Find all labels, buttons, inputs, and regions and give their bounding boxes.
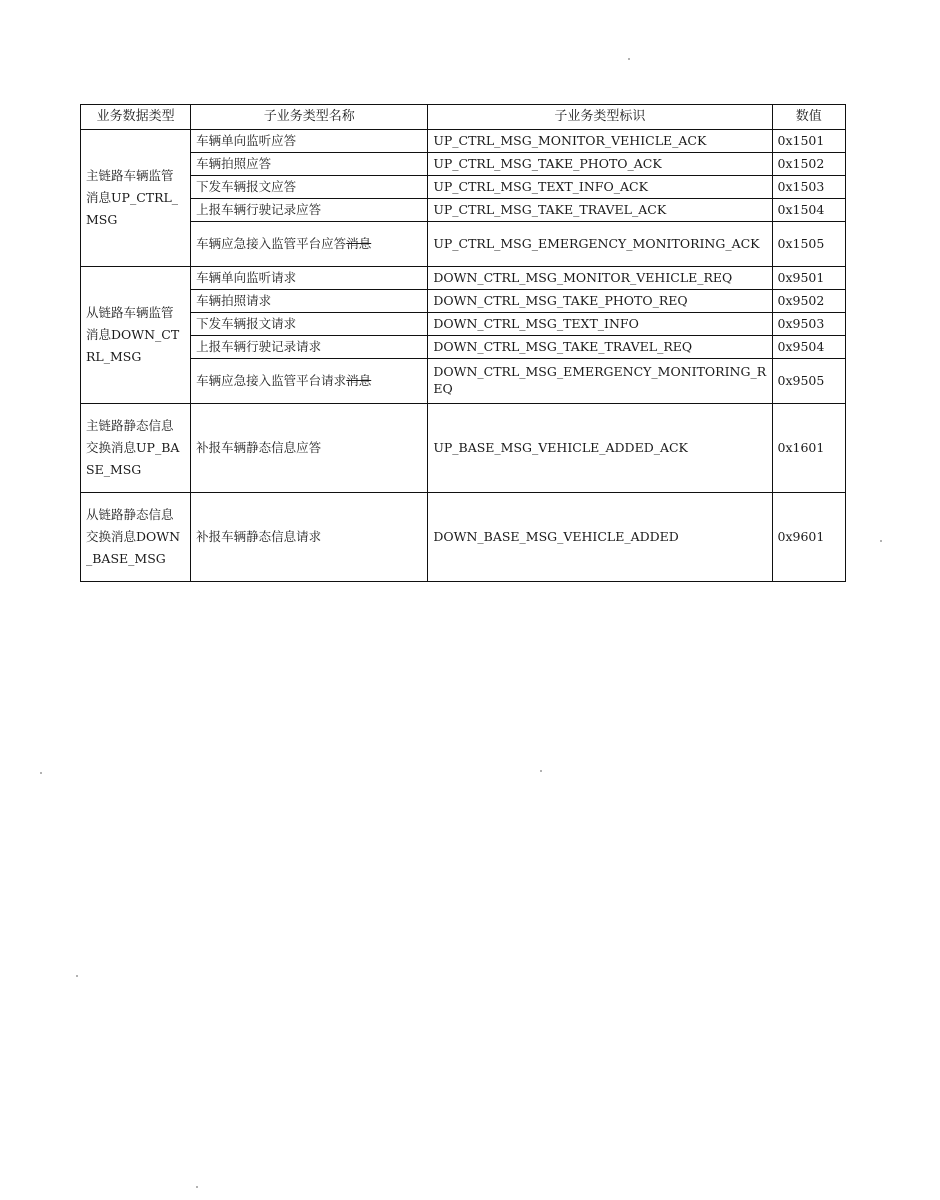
sub-type-id: DOWN_CTRL_MSG_MONITOR_VEHICLE_REQ bbox=[428, 267, 772, 290]
scan-speck bbox=[628, 58, 630, 60]
table-row bbox=[81, 290, 846, 313]
sub-type-id: DOWN_CTRL_MSG_TAKE_PHOTO_REQ bbox=[428, 290, 772, 313]
table-row bbox=[81, 153, 846, 176]
sub-type-value: 0x1502 bbox=[772, 153, 845, 176]
struck-text: 消息 bbox=[346, 235, 372, 251]
group-type-down-base: 从链路静态信息交换消息DOWN_BASE_MSG bbox=[81, 493, 191, 582]
sub-type-name: 车辆应急接入监管平台应答 bbox=[196, 235, 347, 251]
table-row bbox=[81, 336, 846, 359]
sub-type-id: DOWN_CTRL_MSG_TEXT_INFO bbox=[428, 313, 772, 336]
sub-type-name: 上报车辆行驶记录请求 bbox=[191, 336, 428, 359]
scan-speck bbox=[880, 540, 882, 542]
sub-type-name-cell bbox=[191, 222, 428, 267]
sub-type-value: 0x9505 bbox=[772, 359, 845, 404]
sub-type-name: 车辆单向监听应答 bbox=[191, 130, 428, 153]
header-name: 子业务类型名称 bbox=[191, 105, 428, 130]
table-row bbox=[81, 267, 846, 290]
table-row bbox=[81, 404, 846, 493]
header-type: 业务数据类型 bbox=[81, 105, 191, 130]
table-row bbox=[81, 176, 846, 199]
table-row bbox=[81, 199, 846, 222]
sub-type-name: 上报车辆行驶记录应答 bbox=[191, 199, 428, 222]
message-type-table bbox=[80, 104, 846, 582]
struck-text: 消息 bbox=[346, 372, 372, 388]
sub-type-id: UP_CTRL_MSG_TEXT_INFO_ACK bbox=[428, 176, 772, 199]
sub-type-id: UP_CTRL_MSG_MONITOR_VEHICLE_ACK bbox=[428, 130, 772, 153]
table-row bbox=[81, 359, 846, 404]
header-value: 数值 bbox=[772, 105, 845, 130]
table-row bbox=[81, 130, 846, 153]
group-type-up-ctrl: 主链路车辆监管消息UP_CTRL_MSG bbox=[81, 130, 191, 267]
table-row bbox=[81, 313, 846, 336]
sub-type-value: 0x9503 bbox=[772, 313, 845, 336]
table-header-row bbox=[81, 105, 846, 130]
group-type-down-ctrl: 从链路车辆监管消息DOWN_CTRL_MSG bbox=[81, 267, 191, 404]
sub-type-id: UP_CTRL_MSG_TAKE_TRAVEL_ACK bbox=[428, 199, 772, 222]
sub-type-name: 补报车辆静态信息应答 bbox=[191, 404, 428, 493]
sub-type-name: 补报车辆静态信息请求 bbox=[191, 493, 428, 582]
scan-speck bbox=[196, 1186, 198, 1188]
sub-type-name: 车辆应急接入监管平台请求 bbox=[196, 372, 347, 388]
sub-type-name-cell bbox=[191, 359, 428, 404]
sub-type-value: 0x1501 bbox=[772, 130, 845, 153]
sub-type-value: 0x1504 bbox=[772, 199, 845, 222]
sub-type-name: 下发车辆报文应答 bbox=[191, 176, 428, 199]
sub-type-id: UP_BASE_MSG_VEHICLE_ADDED_ACK bbox=[428, 404, 772, 493]
sub-type-value: 0x9504 bbox=[772, 336, 845, 359]
table-row bbox=[81, 493, 846, 582]
header-id: 子业务类型标识 bbox=[428, 105, 772, 130]
table-row bbox=[81, 222, 846, 267]
sub-type-name: 车辆拍照请求 bbox=[191, 290, 428, 313]
sub-type-id: DOWN_CTRL_MSG_TAKE_TRAVEL_REQ bbox=[428, 336, 772, 359]
sub-type-id: DOWN_CTRL_MSG_EMERGENCY_MONITORING_REQ bbox=[428, 359, 772, 404]
scan-speck bbox=[76, 975, 78, 977]
sub-type-value: 0x1505 bbox=[772, 222, 845, 267]
sub-type-value: 0x9501 bbox=[772, 267, 845, 290]
sub-type-name: 车辆单向监听请求 bbox=[191, 267, 428, 290]
group-type-up-base: 主链路静态信息交换消息UP_BASE_MSG bbox=[81, 404, 191, 493]
scan-speck bbox=[540, 770, 542, 772]
scan-speck bbox=[40, 772, 42, 774]
sub-type-name: 下发车辆报文请求 bbox=[191, 313, 428, 336]
sub-type-id: UP_CTRL_MSG_TAKE_PHOTO_ACK bbox=[428, 153, 772, 176]
sub-type-value: 0x1601 bbox=[772, 404, 845, 493]
sub-type-value: 0x9502 bbox=[772, 290, 845, 313]
sub-type-value: 0x1503 bbox=[772, 176, 845, 199]
sub-type-id: DOWN_BASE_MSG_VEHICLE_ADDED bbox=[428, 493, 772, 582]
sub-type-name: 车辆拍照应答 bbox=[191, 153, 428, 176]
sub-type-id: UP_CTRL_MSG_EMERGENCY_MONITORING_ACK bbox=[428, 222, 772, 267]
sub-type-value: 0x9601 bbox=[772, 493, 845, 582]
